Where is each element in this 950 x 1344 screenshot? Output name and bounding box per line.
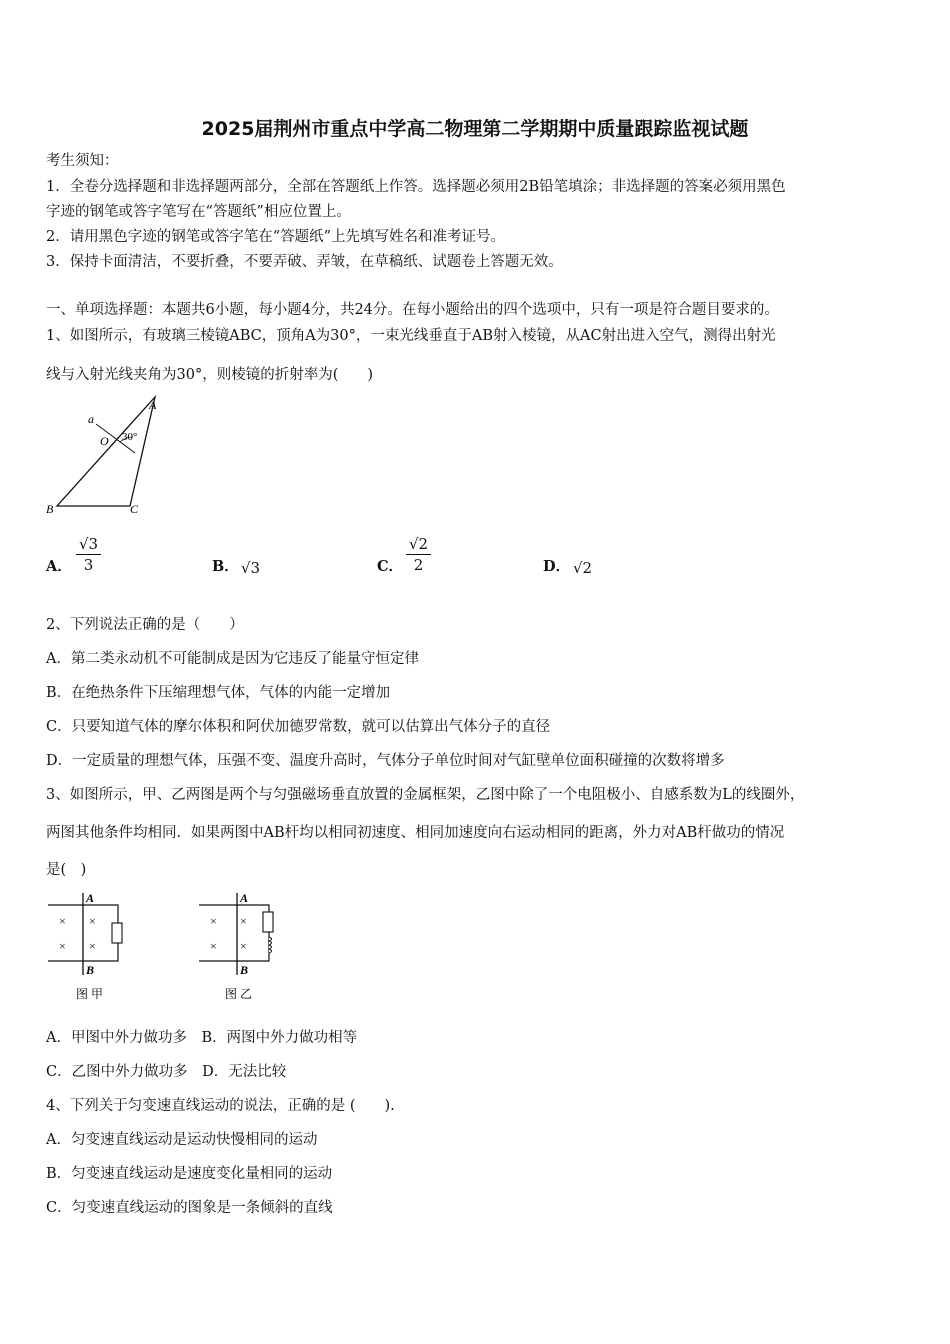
label-B: B: [240, 963, 249, 977]
q4-option-a: A．匀变速直线运动是运动快慢相同的运动: [46, 1132, 318, 1148]
label-B: B: [46, 502, 54, 515]
label-A: A: [149, 398, 157, 412]
q1-option-a-label: A．: [46, 558, 72, 575]
q4-option-b: B．匀变速直线运动是速度变化量相同的运动: [46, 1166, 333, 1182]
fraction-numerator: √2: [406, 535, 431, 555]
field-cross: ×: [59, 939, 66, 953]
field-cross: ×: [59, 914, 66, 928]
q2-option-c: C．只要知道气体的摩尔体积和阿伏加德罗常数，就可以估算出气体分子的直径: [46, 719, 551, 735]
prism-triangle: [57, 397, 155, 506]
q4-option-c: C．匀变速直线运动的图象是一条倾斜的直线: [46, 1200, 333, 1216]
notice-heading: 考生须知：: [46, 153, 119, 169]
q1-option-d-label: D．: [543, 558, 571, 575]
resistor: [112, 923, 122, 943]
q4-stem: 4、下列关于匀变速直线运动的说法，正确的是 ( ).: [46, 1098, 395, 1114]
figure-yi: [195, 888, 285, 1004]
notice-line-2: 2．请用黑色字迹的钢笔或答字笔在“答题纸”上先填写姓名和准考证号。: [46, 229, 506, 245]
prism-figure: [44, 393, 164, 515]
field-cross: ×: [240, 914, 247, 928]
field-cross: ×: [210, 939, 217, 953]
q2-option-d: D．一定质量的理想气体，压强不变、温度升高时，气体分子单位时间对气缸壁单位面积碰撞的次数将增多: [46, 753, 725, 769]
caption: 图 甲: [76, 987, 104, 1001]
q1-stem-b: 线与入射光线夹角为30°，则棱镜的折射率为( ): [46, 367, 374, 383]
field-cross: ×: [240, 939, 247, 953]
field-cross: ×: [89, 914, 96, 928]
q1-stem-a: 1、如图所示，有玻璃三棱镜ABC，顶角A为30°，一束光线垂直于AB射入棱镜，从AC射出进入空气，测得出射光: [46, 328, 776, 344]
q1-option-c-label: C．: [377, 558, 404, 575]
label-a: a: [88, 412, 94, 426]
q1-option-d-value: √2: [573, 559, 593, 577]
section-heading: 一、单项选择题：本题共6小题，每小题4分，共24分。在每小题给出的四个选项中，只有一项是符合题目要求的。: [46, 302, 779, 318]
q2-option-a: A．第二类永动机不可能制成是因为它违反了能量守恒定律: [46, 651, 419, 667]
q3-options-ab: A．甲图中外力做功多 B．两图中外力做功相等: [46, 1030, 358, 1046]
inductor-coil: [269, 937, 272, 953]
fraction-numerator: √3: [76, 535, 101, 555]
page-title: 2025届荆州市重点中学高二物理第二学期期中质量跟踪监视试题: [201, 118, 749, 140]
label-O: O: [100, 434, 109, 448]
q1-option-b-label: B．: [212, 558, 239, 575]
label-C: C: [130, 502, 139, 515]
fraction-denominator: 3: [83, 556, 94, 574]
notice-line-3: 3．保持卡面清洁，不要折叠，不要弄破、弄皱，在草稿纸、试题卷上答题无效。: [46, 254, 563, 270]
q1-option-a-fraction: [76, 535, 101, 574]
q3-stem-a: 3、如图所示，甲、乙两图是两个与匀强磁场垂直放置的金属框架，乙图中除了一个电阻极小、自感系数为L的线圈外，: [46, 787, 805, 803]
notice-line-1b: 字迹的钢笔或答字笔写在“答题纸”相应位置上。: [46, 204, 351, 220]
figure-jia: [44, 888, 134, 1004]
q3-stem-b: 两图其他条件均相同．如果两图中AB杆均以相同初速度、相同加速度向右运动相同的距离，外力对AB杆做功的情况: [46, 825, 785, 841]
label-B: B: [86, 963, 95, 977]
field-cross: ×: [89, 939, 96, 953]
q1-option-b-value: √3: [241, 559, 261, 577]
q3-options-cd: C．乙图中外力做功多 D．无法比较: [46, 1064, 287, 1080]
q2-stem: 2、下列说法正确的是（ ）: [46, 617, 244, 633]
caption: 图 乙: [225, 987, 253, 1001]
fraction-denominator: 2: [413, 556, 424, 574]
label-A: A: [240, 891, 249, 905]
resistor: [263, 912, 273, 932]
q2-option-b: B．在绝热条件下压缩理想气体，气体的内能一定增加: [46, 685, 391, 701]
label-A: A: [86, 891, 95, 905]
q1-option-c-fraction: [406, 535, 431, 574]
q3-stem-c: 是( ): [46, 862, 87, 878]
label-angle: 30°: [122, 431, 138, 443]
notice-line-1a: 1．全卷分选择题和非选择题两部分，全部在答题纸上作答。选择题必须用2B铅笔填涂；非选择题的答案必须用黑色: [46, 179, 786, 195]
field-cross: ×: [210, 914, 217, 928]
